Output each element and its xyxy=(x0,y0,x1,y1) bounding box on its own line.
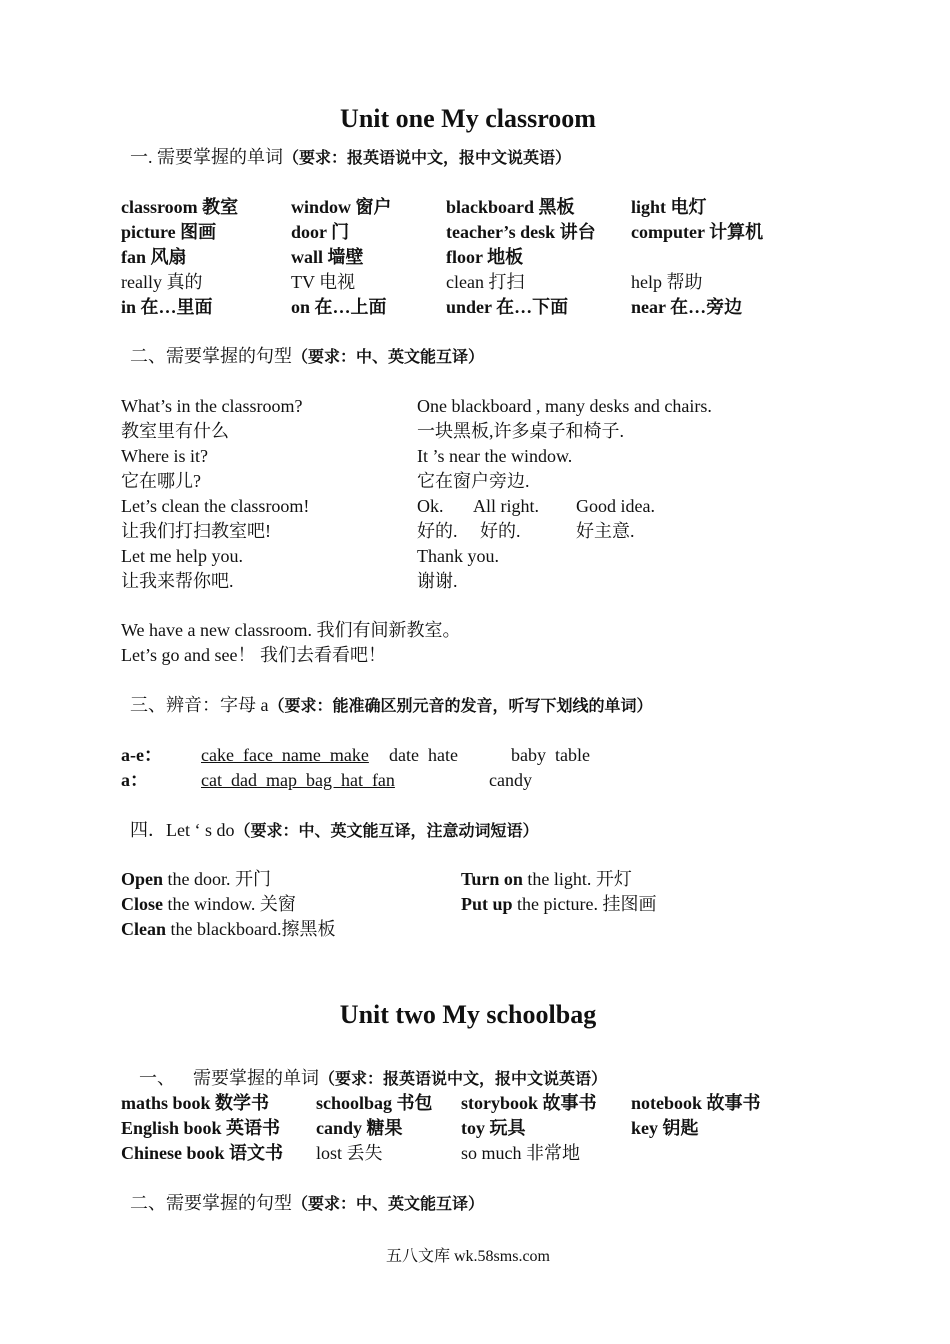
word-item: near 在…旁边 xyxy=(631,297,743,317)
letsdo-rest: the door. 开门 xyxy=(163,869,272,889)
letsdo-rest: the picture. 挂图画 xyxy=(512,894,657,914)
word-item: classroom 教室 xyxy=(121,197,239,217)
word-item: computer 计算机 xyxy=(631,222,764,242)
letsdo-verb: Close xyxy=(121,894,163,914)
section-requirement: （要求：能准确区别元音的发音，听写下划线的单词） xyxy=(268,698,653,715)
word-item: floor 地板 xyxy=(446,247,524,267)
sentence-line: It ’s near the window. xyxy=(417,446,573,466)
reply-en: Ok. xyxy=(417,496,444,516)
reply-en: All right. xyxy=(473,496,539,516)
word-item: English book 英语书 xyxy=(121,1118,281,1138)
word-item: lost 丢失 xyxy=(316,1143,383,1163)
section-requirement: （要求：中、英文能互译） xyxy=(292,1196,485,1213)
letsdo-rest: the light. 开灯 xyxy=(522,869,632,889)
word-item: light 电灯 xyxy=(631,197,707,217)
word-item: clean 打扫 xyxy=(446,272,525,292)
word-item: teacher’s desk 讲台 xyxy=(446,222,596,242)
word-item: on 在…上面 xyxy=(291,297,387,317)
word-item: Chinese book 语文书 xyxy=(121,1143,284,1163)
word-item: notebook 故事书 xyxy=(631,1093,761,1113)
sentence-line: Let’s go and see！ 我们去看看吧！ xyxy=(121,645,386,665)
sentence-line: 它在窗户旁边. xyxy=(417,471,530,491)
section-heading-text: 一. 需要掌握的单词 xyxy=(130,147,283,167)
word-item: really 真的 xyxy=(121,272,203,292)
phonics-other: baby table xyxy=(511,745,590,765)
sentence-line: What’s in the classroom? xyxy=(121,396,303,416)
section-heading-text: 二、需要掌握的句型 xyxy=(130,346,292,366)
word-item: maths book 数学书 xyxy=(121,1093,270,1113)
section-heading-text: 一、 需要掌握的单词 xyxy=(139,1068,319,1088)
unit2-section1-heading xyxy=(130,1042,607,1092)
phonics-label: a： xyxy=(121,770,148,790)
sentence-line: 谢谢. xyxy=(417,571,458,591)
phonics-other: candy xyxy=(489,770,532,790)
word-item: picture 图画 xyxy=(121,222,217,242)
sentence-line: We have a new classroom. 我们有间新教室。 xyxy=(121,620,461,640)
word-item: fan 风扇 xyxy=(121,247,187,267)
unit1-section1-heading xyxy=(130,145,571,171)
sentence-line: Let me help you. xyxy=(121,546,243,566)
word-item: blackboard 黑板 xyxy=(446,197,575,217)
letsdo-item xyxy=(121,867,271,891)
word-item: storybook 故事书 xyxy=(461,1093,597,1113)
unit1-section3-heading xyxy=(130,693,653,719)
sentence-line: One blackboard , many desks and chairs. xyxy=(417,396,712,416)
section-heading-text: 四．Let ‘ s do xyxy=(130,820,235,840)
phonics-underlined: cat dad map bag hat fan xyxy=(201,770,395,790)
letsdo-verb: Turn on xyxy=(461,869,523,889)
word-item: candy 糖果 xyxy=(316,1118,403,1138)
word-item: door 门 xyxy=(291,222,350,242)
letsdo-verb: Clean xyxy=(121,919,166,939)
letsdo-item xyxy=(461,867,632,891)
reply-zh: 好的. xyxy=(480,521,521,541)
word-item: under 在…下面 xyxy=(446,297,569,317)
sentence-line: 一块黑板,许多桌子和椅子. xyxy=(417,421,624,441)
word-item: key 钥匙 xyxy=(631,1118,699,1138)
reply-en: Good idea. xyxy=(576,496,655,516)
phonics-underlined: cake face name make xyxy=(201,745,369,765)
letsdo-item xyxy=(121,917,335,941)
phonics-rest: date hate xyxy=(389,745,458,765)
reply-zh: 好主意. xyxy=(576,521,635,541)
sentence-line: Thank you. xyxy=(417,546,499,566)
letsdo-verb: Put up xyxy=(461,894,513,914)
letsdo-item xyxy=(461,892,657,916)
word-item: window 窗户 xyxy=(291,197,392,217)
word-item: wall 墙壁 xyxy=(291,247,364,267)
word-item: toy 玩具 xyxy=(461,1118,526,1138)
unit1-title: Unit one My classroom xyxy=(340,104,596,133)
word-item: help 帮助 xyxy=(631,272,703,292)
reply-zh: 好的. xyxy=(417,521,458,541)
word-item: schoolbag 书包 xyxy=(316,1093,433,1113)
section-requirement: （要求：中、英文能互译） xyxy=(292,349,485,366)
section-requirement: （要求：中、英文能互译，注意动词短语） xyxy=(234,823,539,840)
unit2-section2-heading xyxy=(130,1191,484,1217)
word-item: in 在…里面 xyxy=(121,297,213,317)
section-heading-text: 三、辨音：字母 a xyxy=(130,695,269,715)
sentence-line: 让我来帮你吧. xyxy=(121,571,234,591)
sentence-line: 教室里有什么 xyxy=(121,421,229,441)
letsdo-rest: the blackboard.擦黑板 xyxy=(166,919,336,939)
section-requirement: （要求：报英语说中文，报中文说英语） xyxy=(283,150,572,167)
unit2-title: Unit two My schoolbag xyxy=(339,1000,597,1029)
section-heading-text: 二、需要掌握的句型 xyxy=(130,1193,292,1213)
phonics-label: a-e： xyxy=(121,745,162,765)
page-footer: 五八文库 wk.58sms.com xyxy=(385,1248,550,1265)
unit1-section2-heading xyxy=(130,344,484,370)
sentence-line: 让我们打扫教室吧! xyxy=(121,521,271,541)
sentence-line: Let’s clean the classroom! xyxy=(121,496,310,516)
word-item: TV 电视 xyxy=(291,272,356,292)
section-requirement: （要求：报英语说中文，报中文说英语） xyxy=(319,1071,608,1088)
letsdo-rest: the window. 关窗 xyxy=(163,894,296,914)
letsdo-verb: Open xyxy=(121,869,164,889)
word-item: so much 非常地 xyxy=(461,1143,580,1163)
unit1-section4-heading xyxy=(130,818,539,844)
sentence-line: Where is it? xyxy=(121,446,208,466)
letsdo-item xyxy=(121,892,296,916)
sentence-line: 它在哪儿? xyxy=(121,471,201,491)
